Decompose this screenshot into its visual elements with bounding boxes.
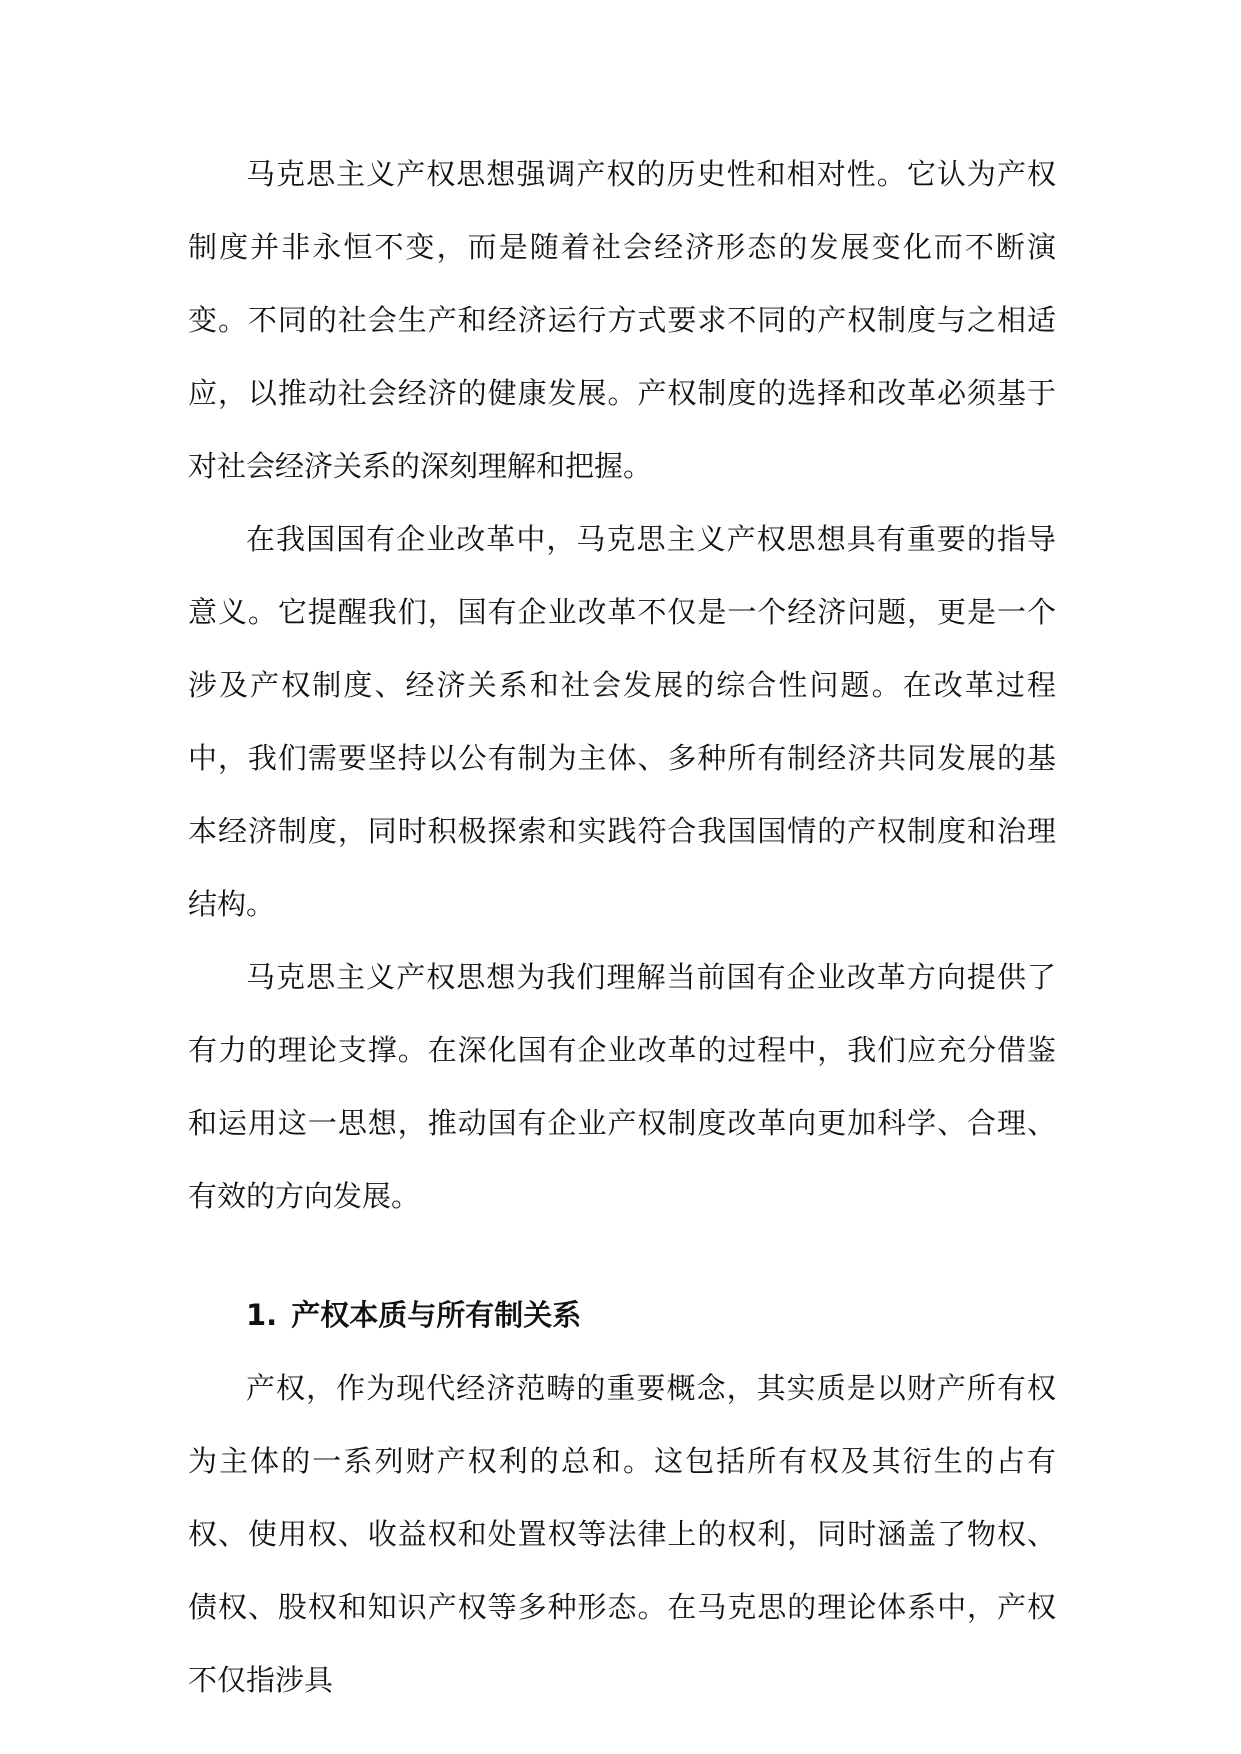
paragraph-soe-reform: 在我国国有企业改革中，马克思主义产权思想具有重要的指导意义。它提醒我们，国有企业改革不仅是一个经济问题，更是一个涉及产权制度、经济关系和社会发展的综合性问题。在改革过程中，我们需要坚持以公有制为主体、多种所有制经济共同发展的基本经济制度，同时积极探索和实践符合我国国情的产权制度和治理结构。 [188,522,1056,921]
page-content [188,138,1056,1717]
section-heading [188,1279,1056,1352]
paragraph-theoretical-support: 马克思主义产权思想为我们理解当前国有企业改革方向提供了有力的理论支撑。在深化国有企业改革的过程中，我们应充分借鉴和运用这一思想，推动国有企业产权制度改革向更加科学、合理、有效的方向发展。 [188,960,1056,1213]
section-title: 产权本质与所有制关系 [291,1298,582,1332]
section-number: 1. [246,1298,278,1332]
paragraph-property-rights-essence: 产权，作为现代经济范畴的重要概念，其实质是以财产所有权为主体的一系列财产权利的总和。这包括所有权及其衍生的占有权、使用权、收益权和处置权等法律上的权利，同时涵盖了物权、债权、股权和知识产权等多种形态。在马克思的理论体系中，产权不仅指涉具 [188,1371,1056,1697]
paragraph-historicity: 马克思主义产权思想强调产权的历史性和相对性。它认为产权制度并非永恒不变，而是随着社会经济形态的发展变化而不断演变。不同的社会生产和经济运行方式要求不同的产权制度与之相适应，以推动社会经济的健康发展。产权制度的选择和改革必须基于对社会经济关系的深刻理解和把握。 [188,157,1056,483]
